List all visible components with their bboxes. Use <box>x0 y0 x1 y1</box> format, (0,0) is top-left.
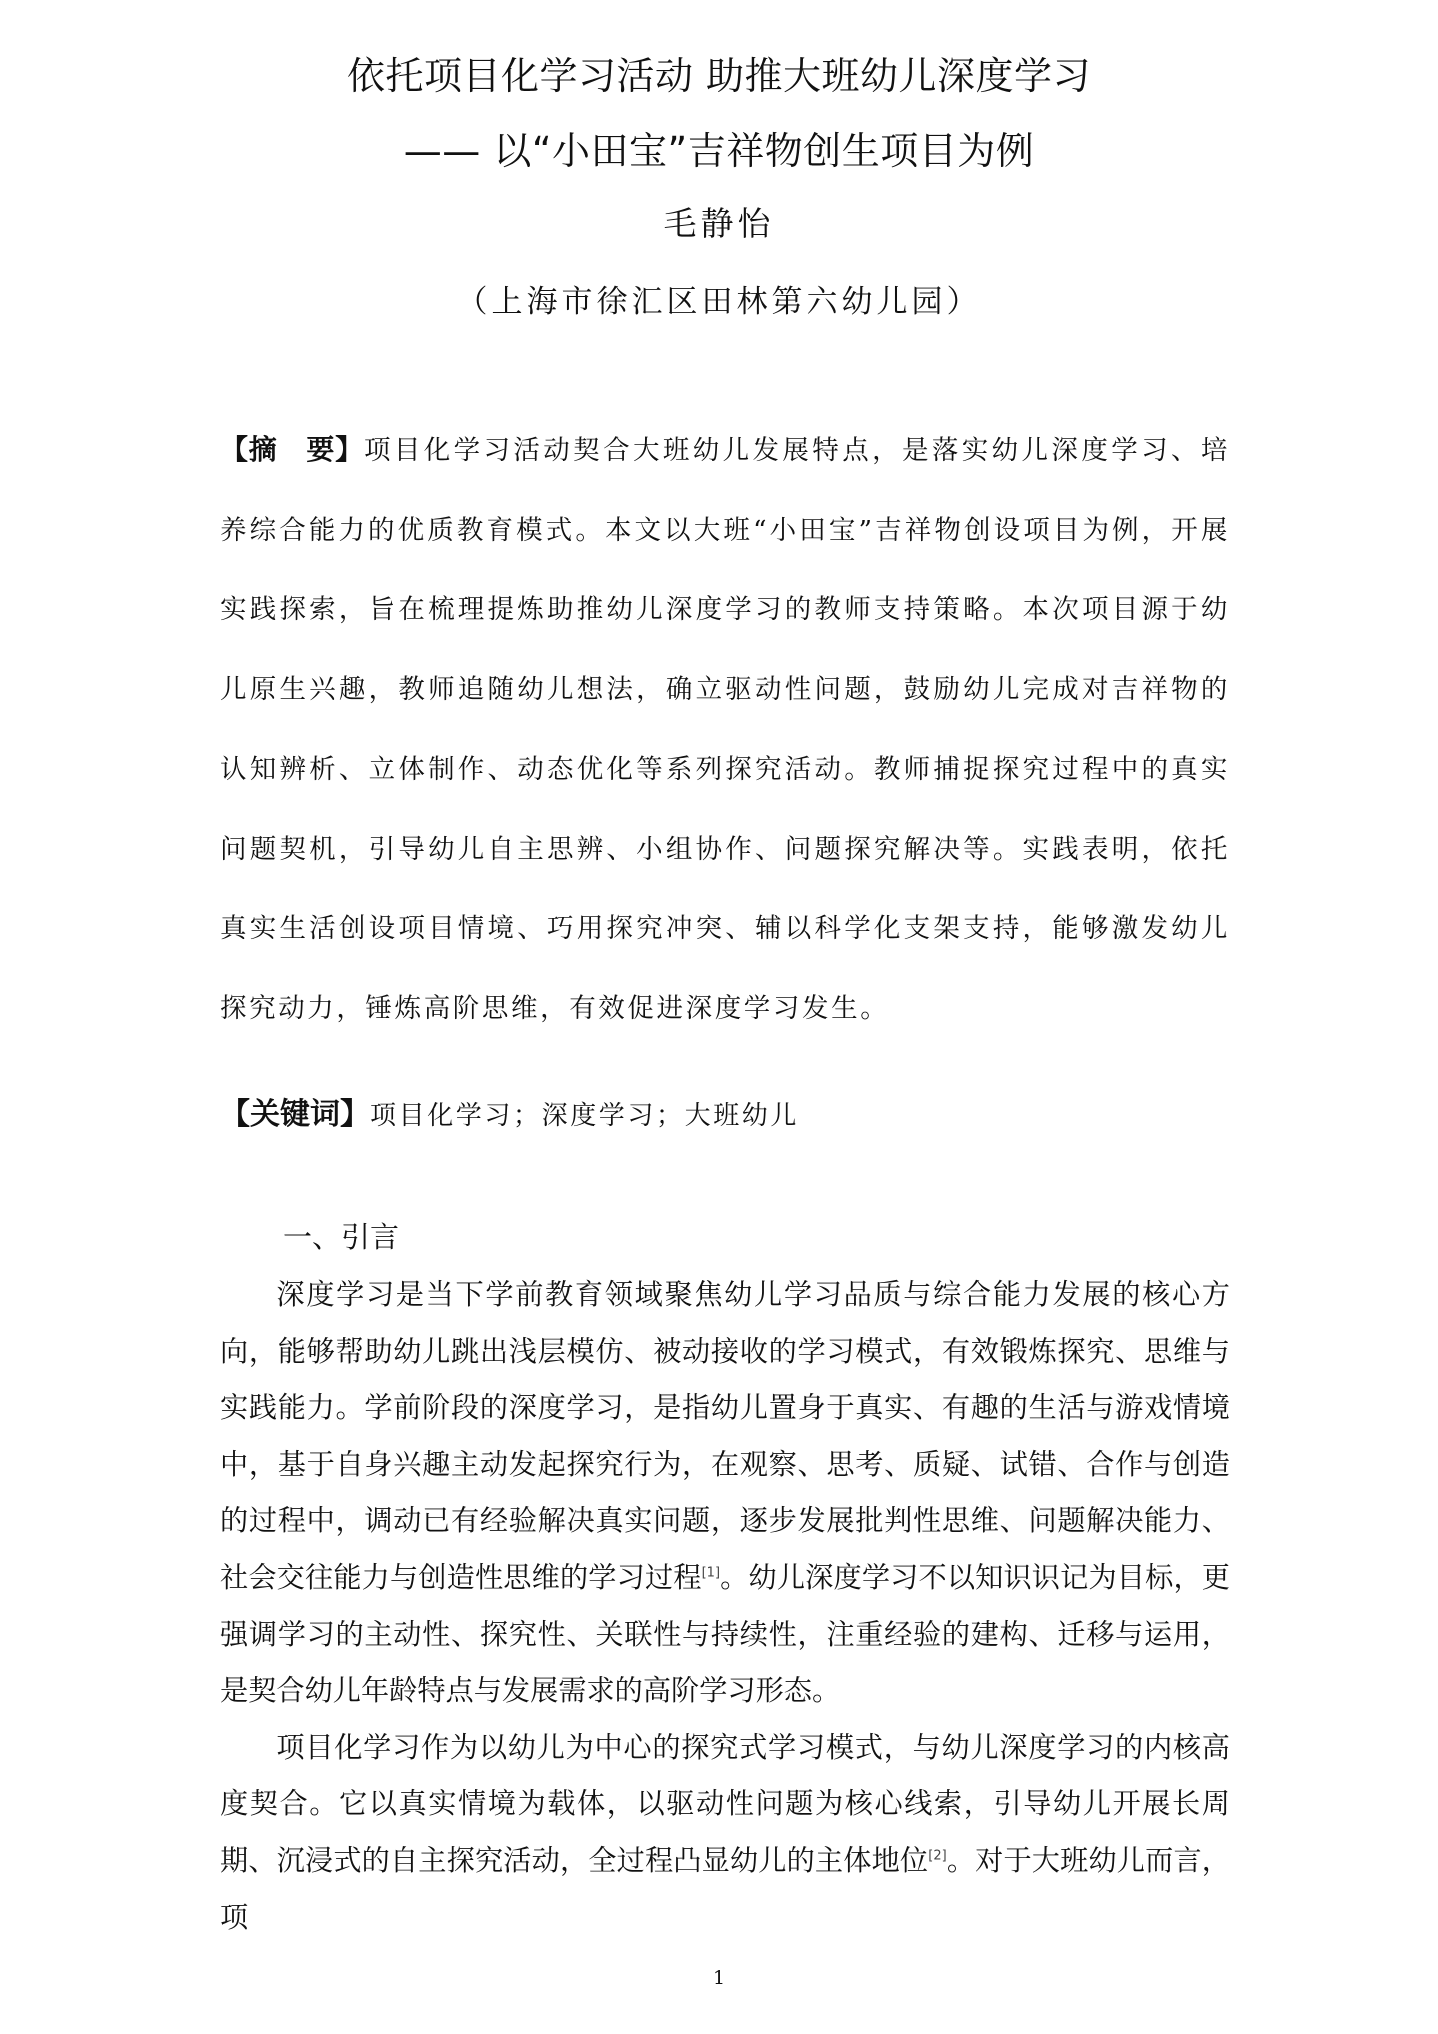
section-body <box>220 1267 1230 1946</box>
keywords-label: 【关键词】 <box>220 1097 370 1132</box>
abstract-text: 项目化学习活动契合大班幼儿发展特点，是落实幼儿深度学习、培养综合能力的优质教育模式。本文以大班“小田宝”吉祥物创设项目为例，开展实践探索，旨在梳理提炼助推幼儿深度学习的教师支持策略。本次项目源于幼儿原生兴趣，教师追随幼儿想法，确立驱动性问题，鼓励幼儿完成对吉祥物的认知辨析、立体制作、动态优化等系列探究活动。教师捕捉探究过程中的真实问题契机，引导幼儿自主思辨、小组协作、问题探究解决等。实践表明，依托真实生活创设项目情境、巧用探究冲突、辅以科学化支架支持，能够激发幼儿探究动力，锤炼高阶思维，有效促进深度学习发生。 <box>220 435 1230 1024</box>
citation-ref[interactable]: [1] <box>701 1565 721 1581</box>
author: 毛静怡 <box>663 204 775 243</box>
paragraph-text: 。对于大班幼儿而言，项 <box>220 1843 1230 1934</box>
keywords <box>220 1085 1230 1146</box>
abstract-label: 【摘 要】 <box>220 433 364 466</box>
section-heading: 一、引言 <box>283 1220 400 1254</box>
citation-ref[interactable]: [2] <box>928 1848 947 1864</box>
affiliation: （上海市徐汇区田林第六幼儿园） <box>456 284 982 320</box>
title-line-1: 依托项目化学习活动 助推大班幼儿深度学习 <box>346 54 1092 98</box>
paragraph-text: 深度学习是当下学前教育领域聚焦幼儿学习品质与综合能力发展的核心方向，能够帮助幼儿跳出浅层模仿、被动接收的学习模式，有效锻炼探究、思维与实践能力。学前阶段的深度学习，是指幼儿置身于真实、有趣的生活与游戏情境中，基于自身兴趣主动发起探究行为，在观察、思考、质疑、试错、合作与创造的过程中，调动已有经验解决真实问题，逐步发展批判性思维、问题解决能力、社会交往能力与创造性思维的学习过程 <box>220 1278 1230 1594</box>
page-number: 1 <box>712 1967 726 1989</box>
paragraph-text: 。幼儿深度学习不以知识识记为目标，更强调学习的主动性、探究性、关联性与持续性，注重经验的建构、迁移与运用，是契合幼儿年龄特点与发展需求的高阶学习形态。 <box>220 1560 1230 1708</box>
paragraph <box>220 1720 1230 1946</box>
keywords-text: 项目化学习；深度学习；大班幼儿 <box>370 1101 800 1131</box>
paragraph <box>220 1267 1230 1720</box>
paragraph-text: 项目化学习作为以幼儿为中心的探究式学习模式，与幼儿深度学习的内核高度契合。它以真实情境为载体，以驱动性问题为核心线索，引导幼儿开展长周期、沉浸式的自主探究活动，全过程凸显幼儿的主体地位 <box>220 1730 1230 1877</box>
abstract <box>220 410 1230 1049</box>
title-line-2: —— 以“小田宝”吉祥物创生项目为例 <box>403 129 1035 173</box>
